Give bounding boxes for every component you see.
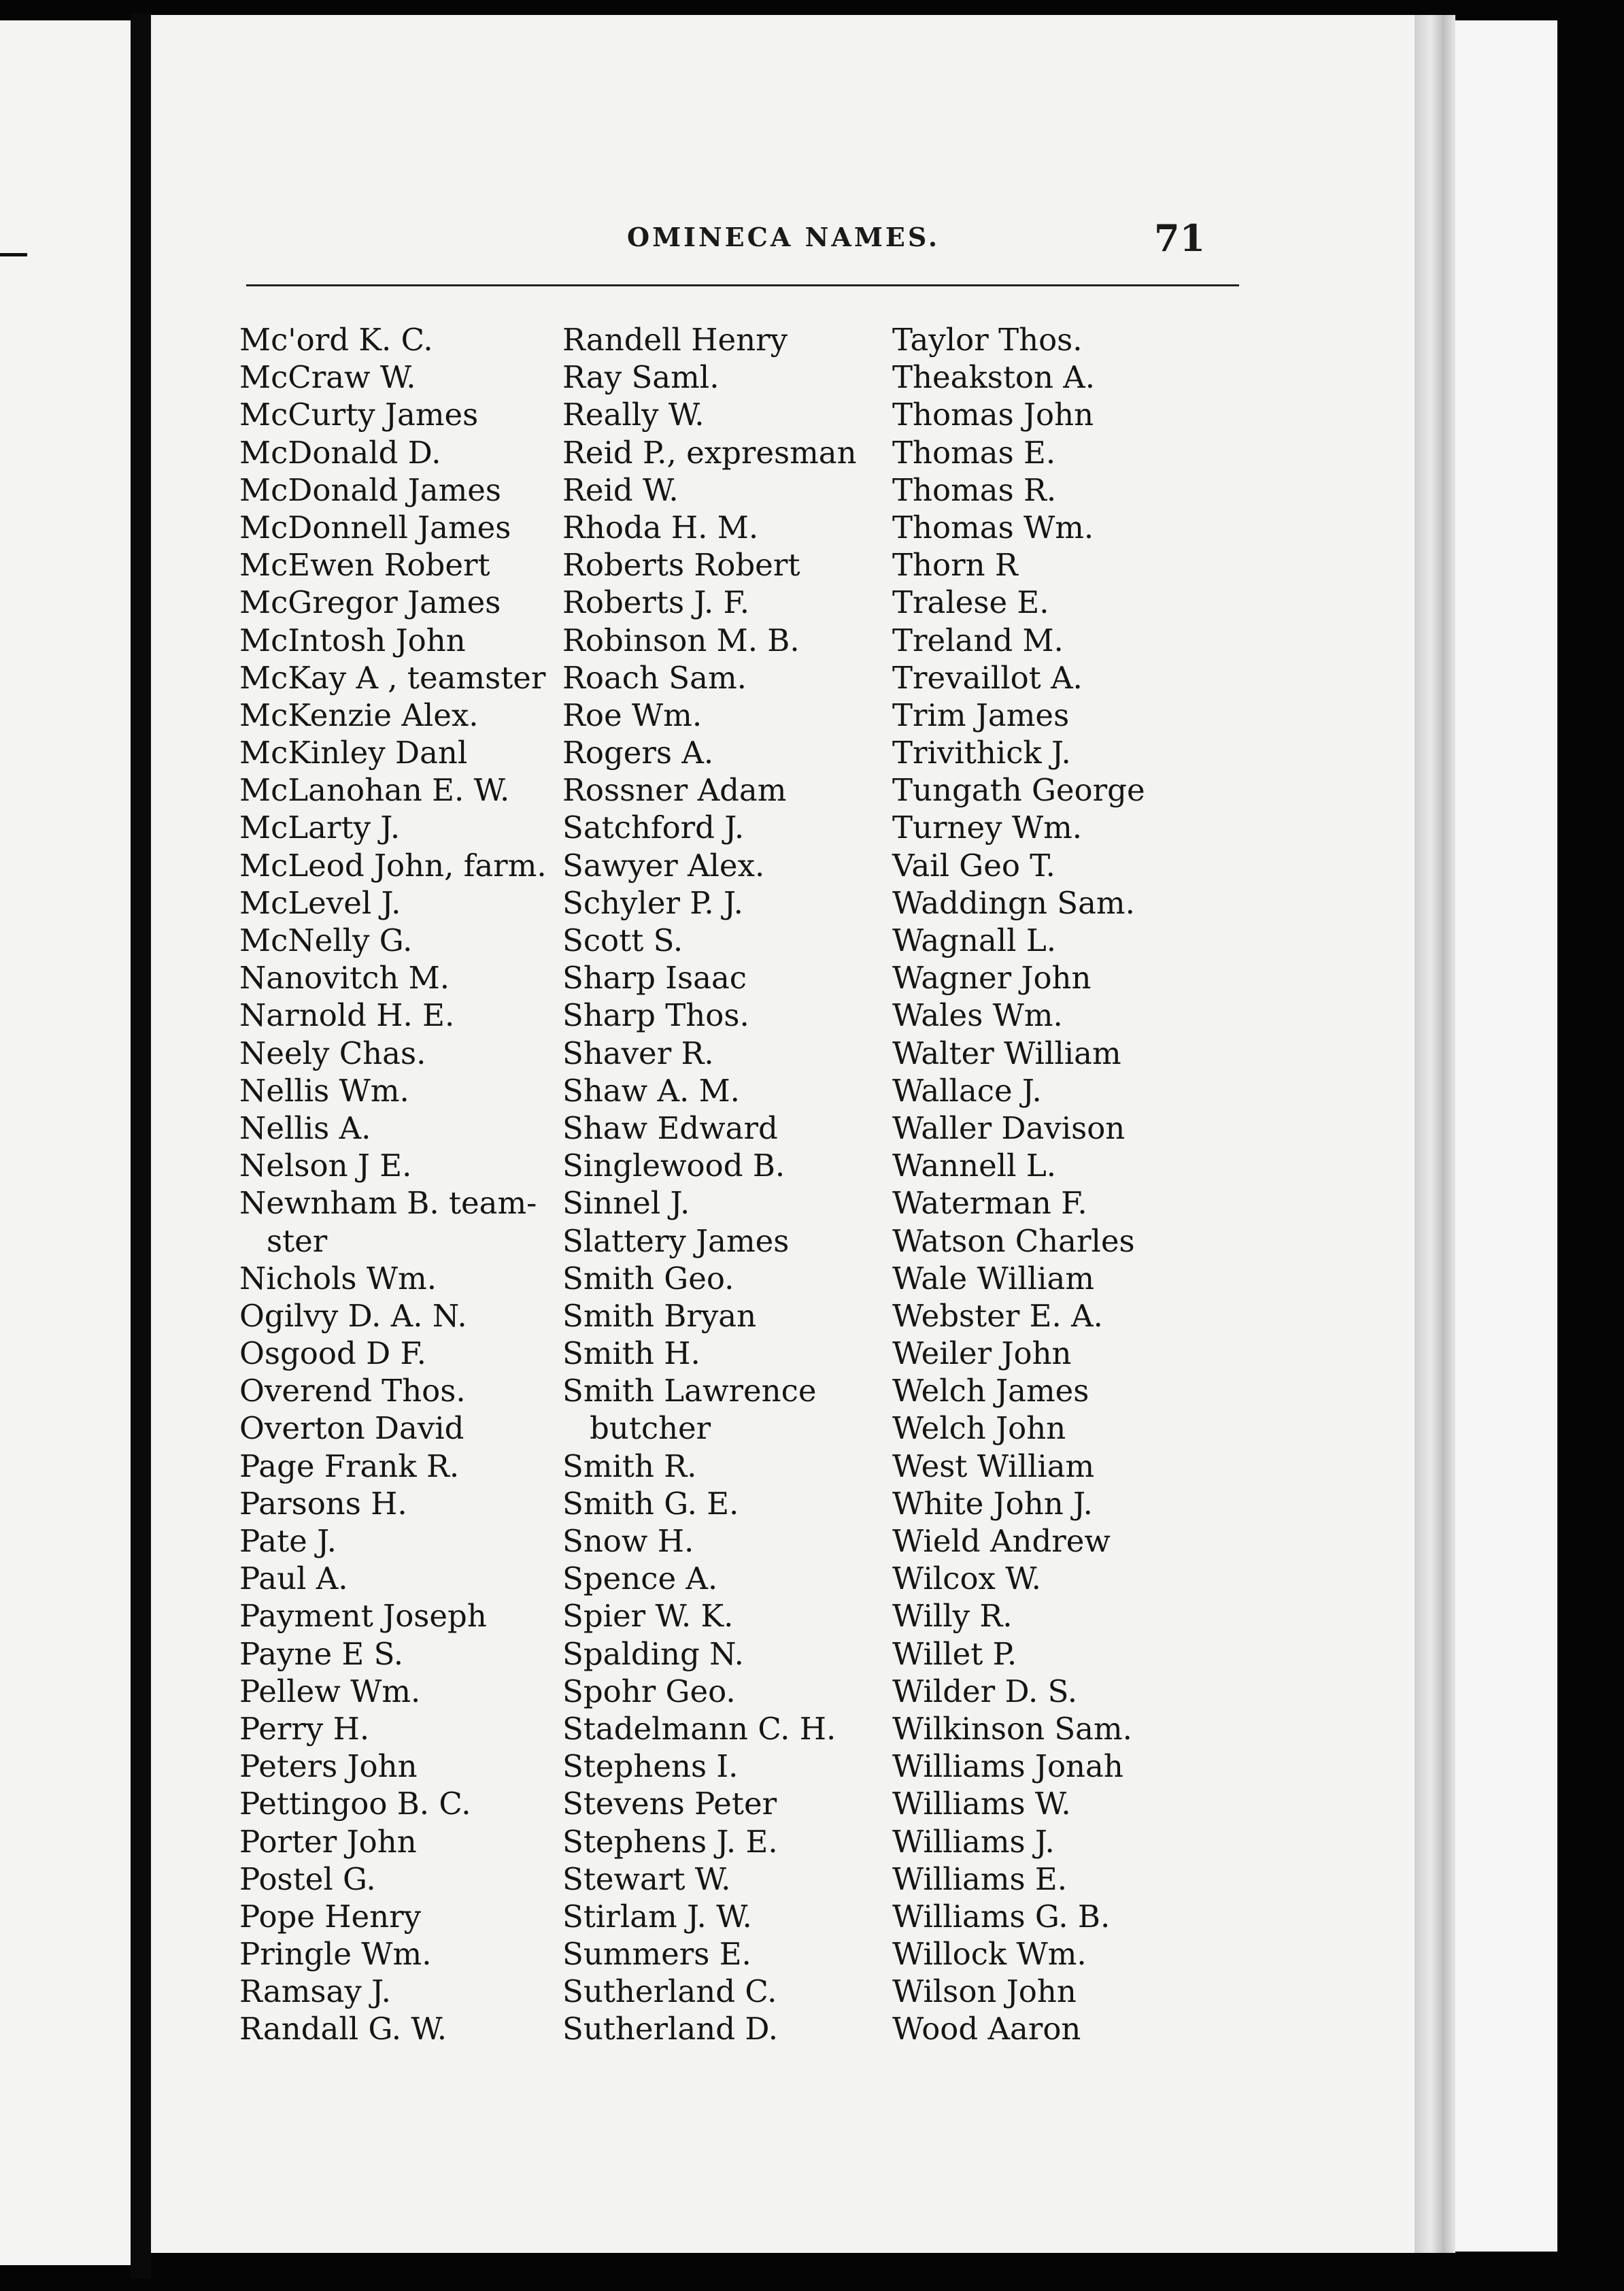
directory-entry: Smith Bryan xyxy=(562,1297,757,1334)
directory-entry: Waddingn Sam. xyxy=(892,884,1135,921)
directory-entry: Treland M. xyxy=(892,622,1064,658)
directory-entry: Newnham B. team- xyxy=(239,1185,537,1222)
directory-entry: Nichols Wm. xyxy=(239,1260,437,1297)
directory-entry: Wale William xyxy=(892,1260,1095,1297)
directory-entry: McKenzie Alex. xyxy=(239,697,479,733)
directory-entry: McLarty J. xyxy=(239,809,401,846)
directory-entry: Randell Henry xyxy=(562,322,788,358)
directory-entry: Page Frank R. xyxy=(239,1448,460,1484)
directory-entry: Porter John xyxy=(239,1823,417,1860)
directory-entry: Smith G. E. xyxy=(562,1485,739,1522)
directory-entry: McGregor James xyxy=(239,584,501,621)
directory-entry: McKinley Danl xyxy=(239,735,468,771)
directory-entry: Reid W. xyxy=(562,471,679,508)
directory-entry: Really W. xyxy=(562,397,705,433)
directory-entry: butcher xyxy=(590,1410,711,1447)
directory-entry: Rossner Adam xyxy=(562,772,787,809)
directory-entry: Postel G. xyxy=(239,1860,376,1897)
directory-entry: Nelson J E. xyxy=(239,1148,412,1184)
directory-entry: McKay A , teamster xyxy=(239,659,546,696)
directory-entry: Mc'ord K. C. xyxy=(239,322,433,358)
directory-entry: Spier W. K. xyxy=(562,1598,734,1635)
directory-entry: Parsons H. xyxy=(239,1485,407,1522)
directory-entry: Wilkinson Sam. xyxy=(892,1710,1132,1747)
name-columns xyxy=(151,321,1430,2056)
directory-entry: Tralese E. xyxy=(892,584,1049,621)
directory-entry: Weiler John xyxy=(892,1335,1072,1372)
page-title: OMINECA NAMES. xyxy=(627,222,941,252)
directory-entry: Roberts Robert xyxy=(562,547,800,584)
directory-entry: Overton David xyxy=(239,1410,464,1447)
directory-entry: West William xyxy=(892,1448,1095,1484)
directory-entry: Scott S. xyxy=(562,922,683,958)
directory-entry: McCurty James xyxy=(239,397,479,433)
directory-entry: Roach Sam. xyxy=(562,659,747,696)
directory-entry: Wilder D. S. xyxy=(892,1673,1078,1709)
directory-entry: Smith R. xyxy=(562,1448,697,1484)
directory-entry: Stevens Peter xyxy=(562,1786,777,1822)
running-header xyxy=(151,216,1430,271)
directory-entry: Spohr Geo. xyxy=(562,1673,736,1709)
directory-entry: Sutherland D. xyxy=(562,2011,779,2047)
directory-entry: Peters John xyxy=(239,1748,418,1785)
directory-entry: McDonald D. xyxy=(239,434,441,471)
directory-entry: Trevaillot A. xyxy=(892,659,1083,696)
directory-entry: ster xyxy=(267,1222,328,1259)
directory-entry: Snow H. xyxy=(562,1523,694,1559)
directory-entry: Wagner John xyxy=(892,960,1092,997)
directory-entry: Nellis Wm. xyxy=(239,1072,409,1109)
directory-entry: Waterman F. xyxy=(892,1185,1087,1222)
directory-entry: Slattery James xyxy=(562,1222,790,1259)
directory-entry: Thomas John xyxy=(892,397,1094,433)
directory-entry: Stephens J. E. xyxy=(562,1823,778,1860)
directory-entry: Robinson M. B. xyxy=(562,622,800,658)
directory-entry: Williams E. xyxy=(892,1860,1068,1897)
directory-entry: Taylor Thos. xyxy=(892,322,1083,358)
page-number: 71 xyxy=(1154,216,1206,260)
directory-entry: McNelly G. xyxy=(239,922,413,958)
directory-entry: Neely Chas. xyxy=(239,1035,426,1071)
directory-entry: Shaw A. M. xyxy=(562,1072,740,1109)
directory-entry: Ogilvy D. A. N. xyxy=(239,1297,467,1334)
directory-entry: Sharp Thos. xyxy=(562,997,749,1034)
directory-entry: Turney Wm. xyxy=(892,809,1083,846)
directory-entry: Reid P., expresman xyxy=(562,434,857,471)
directory-entry: Paul A. xyxy=(239,1560,348,1597)
directory-entry: Wallace J. xyxy=(892,1072,1042,1109)
directory-entry: Randall G. W. xyxy=(239,2011,447,2047)
directory-entry: Wilson John xyxy=(892,1973,1077,2010)
header-rule xyxy=(246,284,1239,286)
directory-entry: Wannell L. xyxy=(892,1148,1057,1184)
directory-entry: Waller Davison xyxy=(892,1109,1126,1146)
directory-entry: Pope Henry xyxy=(239,1898,422,1935)
directory-entry: Thomas E. xyxy=(892,434,1056,471)
directory-entry: Trivithick J. xyxy=(892,735,1071,771)
next-page-edge xyxy=(1455,20,1557,2252)
directory-entry: Pellew Wm. xyxy=(239,1673,421,1709)
directory-entry: Willock Wm. xyxy=(892,1936,1087,1973)
directory-entry: Willet P. xyxy=(892,1635,1017,1672)
directory-entry: McIntosh John xyxy=(239,622,466,658)
directory-entry: Payne E S. xyxy=(239,1635,404,1672)
directory-entry: Webster E. A. xyxy=(892,1297,1103,1334)
directory-entry: Schyler P. J. xyxy=(562,884,743,921)
directory-page xyxy=(151,15,1430,2253)
names-column-2 xyxy=(562,321,892,2048)
directory-entry: Trim James xyxy=(892,697,1070,733)
directory-entry: Osgood D F. xyxy=(239,1335,426,1372)
directory-entry: Williams W. xyxy=(892,1786,1071,1822)
directory-entry: Roberts J. F. xyxy=(562,584,750,621)
directory-entry: Sutherland C. xyxy=(562,1973,777,2010)
directory-entry: Stephens I. xyxy=(562,1748,739,1785)
directory-entry: Shaw Edward xyxy=(562,1109,778,1146)
directory-entry: Wagnall L. xyxy=(892,922,1057,958)
directory-entry: Vail Geo T. xyxy=(892,847,1055,884)
names-column-1 xyxy=(239,321,566,2048)
directory-entry: Watson Charles xyxy=(892,1222,1135,1259)
directory-entry: Stewart W. xyxy=(562,1860,731,1897)
directory-entry: Smith Geo. xyxy=(562,1260,734,1297)
directory-entry: Theakston A. xyxy=(892,359,1096,396)
directory-entry: Shaver R. xyxy=(562,1035,714,1071)
directory-entry: McLeod John, farm. xyxy=(239,847,547,884)
directory-entry: Spalding N. xyxy=(562,1635,744,1672)
directory-entry: Satchford J. xyxy=(562,809,745,846)
directory-entry: Perry H. xyxy=(239,1710,370,1747)
directory-entry: Williams J. xyxy=(892,1823,1055,1860)
directory-entry: Walter William xyxy=(892,1035,1121,1071)
directory-entry: Narnold H. E. xyxy=(239,997,455,1034)
directory-entry: McLevel J. xyxy=(239,884,401,921)
directory-entry: Thomas Wm. xyxy=(892,509,1094,546)
directory-entry: Smith H. xyxy=(562,1335,700,1372)
directory-entry: Nanovitch M. xyxy=(239,960,450,997)
book-gutter xyxy=(131,14,151,2279)
directory-entry: Singlewood B. xyxy=(562,1148,785,1184)
directory-entry: Spence A. xyxy=(562,1560,718,1597)
directory-entry: Welch John xyxy=(892,1410,1066,1447)
directory-entry: Smith Lawrence xyxy=(562,1373,817,1409)
directory-entry: Roe Wm. xyxy=(562,697,703,733)
directory-entry: Wood Aaron xyxy=(892,2011,1081,2047)
directory-entry: Wield Andrew xyxy=(892,1523,1111,1559)
directory-entry: Sharp Isaac xyxy=(562,960,747,997)
directory-entry: Welch James xyxy=(892,1373,1089,1409)
directory-entry: Sinnel J. xyxy=(562,1185,690,1222)
directory-entry: Wales Wm. xyxy=(892,997,1063,1034)
directory-entry: Willy R. xyxy=(892,1598,1013,1635)
directory-entry: Stirlam J. W. xyxy=(562,1898,752,1935)
directory-entry: Sawyer Alex. xyxy=(562,847,765,884)
directory-entry: Pettingoo B. C. xyxy=(239,1786,471,1822)
facing-page-edge xyxy=(0,20,131,2265)
directory-entry: Payment Joseph xyxy=(239,1598,487,1635)
directory-entry: Thomas R. xyxy=(892,471,1057,508)
directory-entry: Thorn R xyxy=(892,547,1018,584)
names-column-3 xyxy=(892,321,1212,2048)
directory-entry: McCraw W. xyxy=(239,359,416,396)
facing-page-mark xyxy=(0,253,27,256)
directory-entry: Pringle Wm. xyxy=(239,1936,432,1973)
directory-entry: White John J. xyxy=(892,1485,1093,1522)
directory-entry: Wilcox W. xyxy=(892,1560,1041,1597)
directory-entry: McDonald James xyxy=(239,471,502,508)
directory-entry: Rhoda H. M. xyxy=(562,509,759,546)
directory-entry: Ramsay J. xyxy=(239,1973,391,2010)
directory-entry: McLanohan E. W. xyxy=(239,772,510,809)
directory-entry: Summers E. xyxy=(562,1936,751,1973)
directory-entry: Rogers A. xyxy=(562,735,714,771)
directory-entry: Overend Thos. xyxy=(239,1373,466,1409)
page-stack-edge xyxy=(1415,15,1455,2253)
directory-entry: Williams Jonah xyxy=(892,1748,1123,1785)
directory-entry: Williams G. B. xyxy=(892,1898,1111,1935)
directory-entry: Tungath George xyxy=(892,772,1145,809)
directory-entry: Pate J. xyxy=(239,1523,337,1559)
directory-entry: McEwen Robert xyxy=(239,547,490,584)
directory-entry: Ray Saml. xyxy=(562,359,720,396)
directory-entry: Nellis A. xyxy=(239,1109,371,1146)
directory-entry: Stadelmann C. H. xyxy=(562,1710,836,1747)
directory-entry: McDonnell James xyxy=(239,509,511,546)
